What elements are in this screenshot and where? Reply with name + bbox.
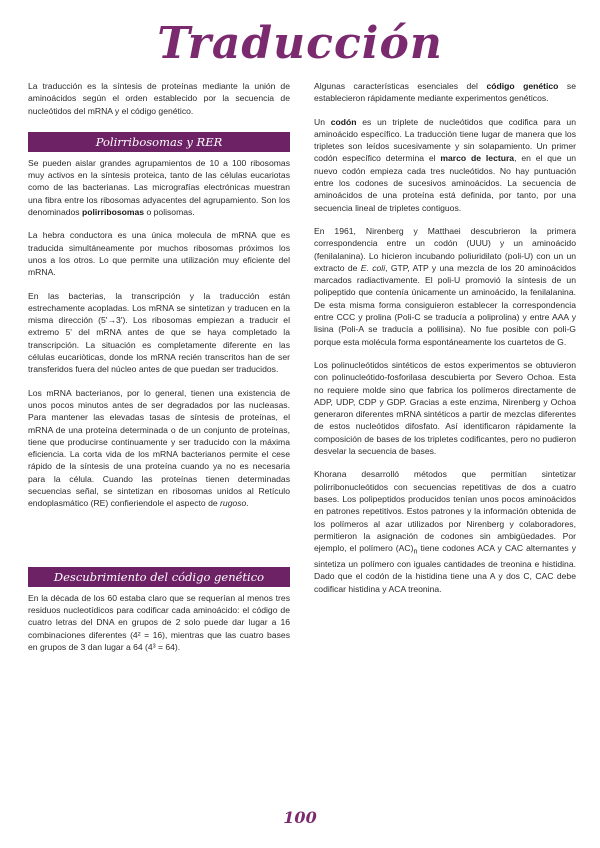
term-codon: codón (330, 116, 357, 127)
paragraph-polinucleotidos: Los polinucleótidos sintéticos de estos experimentos se obtuvieron con polinucleótido-fosforilasa descubierta por Severo Ochoa. Esta no requiere molde sino que fabrica los polímeros directamente de ADP, UDP, CDP y GDP. Gracias a este enzima, Nirenberg y Ochoa generaron diferentes mRNA sintéticos a partir de mezclas diferentes de estos nucleótidos difosfato. Así identificaron rápidamente la composición de bases de los tripletes codificantes, pero no pudieron desvelar la secuencia de bases. (314, 359, 576, 457)
intro-paragraph: La traducción es la síntesis de proteínas mediante la unión de aminoácidos según el orden establecido por la secuencia de nucleótidos del mRNA y el código genético. (28, 81, 290, 116)
paragraph-hebra: La hebra conductora es una única molecula de mRNA que es traducida simultáneamente por muchos ribosomas próximos los unos a los otros. Lo que permite una utilización muy eficiente del mRNA. (28, 230, 290, 278)
term-codigo-genetico: código genético (486, 81, 559, 91)
term-polirribosomas: polirribosomas (82, 207, 145, 218)
left-column (28, 80, 290, 664)
section-heading-polirribosomas: Polirribosomas y RER (28, 132, 290, 152)
page-title: Traducción (157, 18, 443, 69)
paragraph-bacterias: En las bacterias, la transcripción y la traducción están estrechamente acopladas. Los mRNA se sintetizan y traducen en la misma dirección (5'→3'). Los ribosomas empiezan a traducir el extremo 5' del mRNA antes de que se haya completado la transcripción. La situación es completamente diferente en las células eucariòticas, donde los mRNA recién transcritos han de ser transferidos fuera del núcleo antes de que puedan ser traducidos. (28, 290, 290, 375)
right-column (314, 80, 576, 606)
paragraph-nirenberg: En 1961, Nirenberg y Matthaei descubrieron la primera correspondencia entre un codón (UUU) y un aminoácido (fenilalanina). Lo hicieron incubando poliuridilato (poli-U) con un un extracto de E. coli, GTP, ATP y una mezcla de los 20 aminoácidos marcados radiactivamente. El poli-U promovió la síntesis de un polipeptido que contenía únicamente un aminoácido, la fenilalanina. De esta misma forma consiguieron establecer la correspondencia entre CCC y prolina (Poli-C se traducía a poliprolina) y entre AAA y lisina (Poli-A se traducía a polilisina). No fue posible con poli-G porque esta molécula forma espontáneamente los cuartetos de G. (314, 225, 577, 347)
term-marco-lectura: marco de lectura (440, 153, 515, 164)
paragraph-khorana: Khorana desarrolló métodos que permitían sintetizar polirribonucleótidos con secuencias repetitivas de dos a cuatro bases. Los polipeptidos producidos tenían unos pocos aminoácidos en patrones repetitivos. Estos patrones y la información obtenida de los polímeros al azar utilizados por Nirenberg y colaboradores, permitieron la asignación de codones sin ambigüedades. Por ejemplo, el polímero $(AC)_n$ tiene codones ACA y CAC alternantes y sintetiza un polímero con iguales cantidades de treonina e histidina. Dado que el codón de la histidina tiene una A y dos C, CAC debe codificar histidina y ACA treonina. (314, 469, 576, 594)
paragraph-caracteristicas: Algunas características esenciales del código genético se establecieron rápidamente mediante experimentos genéticos. (314, 81, 576, 104)
page-number: 100 (283, 808, 317, 827)
paragraph-decada-60: En la década de los 60 estaba claro que se requerían al menos tres residuos nucleotídicos para codificar cada aminoácido: el código de cuatro letras del DNA en grupos de 2 solo puede dar lugar a 16 combinaciones diferentes (4² = 16), mientras que las cuatro bases en grupos de 3 dan lugar a 64 (4³ = 64). (28, 592, 290, 652)
paragraph-mrna-bacterianos: Los mRNA bacterianos, por lo general, tienen una existencia de unos pocos minutos antes de ser degradados por las nucleasas. Para mantener las elevadas tasas de síntesis de proteínas, el mRNA de una proteína determinada o de un conjunto de proteínas, tiene que producirse continuamente y ser traducido con la máxima eficiencia. La corta vida de los mRNA bacterianos permite el cese rápido de la síntesis de una proteína cuando ya no es necesaria para la célula. Cuando las proteínas tienen determinadas secuencias señal, se sintetizan en ribosomas unidos al Retículo endoplasmático (RE) confieriendole el aspecto de rugoso. (28, 387, 290, 509)
term-e-coli: E. coli (360, 262, 386, 273)
section-heading-descubrimiento: Descubrimiento del código genético (28, 567, 290, 587)
term-rugoso: rugoso (220, 498, 247, 509)
paragraph-codon: Un codón es un triplete de nucleótidos que codifica para un aminoácido específico. La traducción tiene lugar de manera que los tripletes son leídos sucesivamente y sin solapamiento. Un primer codón específico determina el marco de lectura, en el que un nuevo codón empieza cada tres nucleótidos. No hay puntuación entre los codones de sucesivos aminoácidos. La secuencia de aminoácidos de una proteína está definida, por tanto, por una secuencia lineal de tripletes contiguos. (314, 116, 577, 213)
paragraph-polirribosomas: Se pueden aislar grandes agrupamientos de 10 a 100 ribosomas muy activos en la síntesis proteica, tanto de las células eucariotas como de las bacterianas. Las micrografías electrónicas muestran una fibra entre los ribosomas adyacentes del agrupamiento. Son los denominados polirribosomas o polisomas. (28, 157, 290, 218)
